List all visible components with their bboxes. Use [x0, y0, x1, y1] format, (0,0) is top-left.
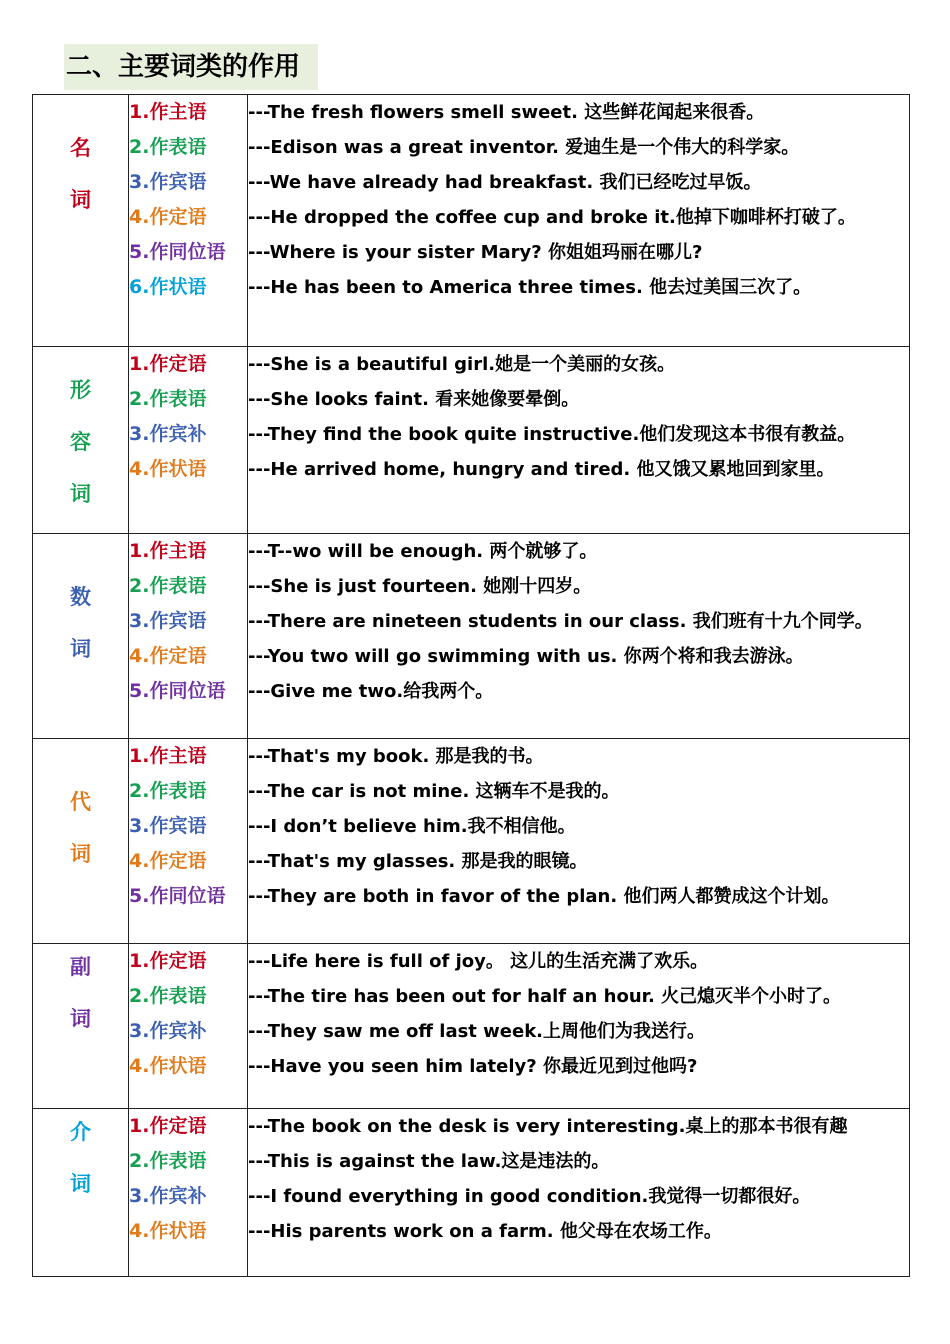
word-class-row [33, 739, 910, 944]
example-sentence: ---Where is your sister Mary? 你姐姐玛丽在哪儿? [248, 242, 703, 263]
word-class-char: 名 [70, 136, 91, 160]
example-sentence: ---Have you seen him lately? 你最近见到过他吗? [248, 1056, 698, 1077]
example-sentence: ---The tire has been out for half an hour. 火己熄灭半个小时了。 [248, 986, 842, 1007]
word-class-row [33, 944, 910, 1109]
word-class-char: 形 [70, 378, 91, 402]
example-sentence: ---His parents work on a farm. 他父母在农场工作。 [248, 1221, 722, 1242]
function-label: 1.作主语 [129, 540, 207, 562]
example-sentence: ---Life here is full of joy。 这儿的生活充满了欢乐。 [248, 951, 709, 972]
word-class-char: 数 [70, 585, 91, 609]
word-class-char: 容 [70, 430, 91, 454]
example-sentence: ---I don’t believe him.我不相信他。 [248, 816, 576, 837]
word-class-char: 介 [70, 1120, 91, 1144]
function-label: 4.作状语 [129, 1220, 207, 1242]
function-label: 1.作主语 [129, 745, 207, 767]
example-list-cell [248, 347, 910, 534]
word-class-char: 词 [70, 188, 91, 212]
word-class-cell [33, 347, 129, 534]
word-class-row [33, 1109, 910, 1277]
function-list-cell [129, 739, 248, 944]
function-label: 3.作宾补 [129, 1185, 207, 1207]
word-class-char: 词 [70, 1007, 91, 1031]
example-sentence: ---He has been to America three times. 他去过美国三次了。 [248, 277, 812, 298]
example-sentence: ---They saw me off last week.上周他们为我送行。 [248, 1021, 706, 1042]
function-label: 5.作同位语 [129, 680, 226, 702]
function-label: 1.作定语 [129, 950, 207, 972]
example-sentence: ---We have already had breakfast. 我们已经吃过早饭。 [248, 172, 762, 193]
function-label: 3.作宾语 [129, 610, 207, 632]
function-label: 2.作表语 [129, 388, 207, 410]
function-label: 5.作同位语 [129, 241, 226, 263]
example-list-cell [248, 944, 910, 1109]
example-sentence: ---Edison was a great inventor. 爱迪生是一个伟大的科学家。 [248, 137, 800, 158]
function-list-cell [129, 95, 248, 347]
function-label: 2.作表语 [129, 1150, 207, 1172]
example-sentence: ---The car is not mine. 这辆车不是我的。 [248, 781, 620, 802]
function-label: 3.作宾语 [129, 171, 207, 193]
example-list-cell [248, 1109, 910, 1277]
function-label: 4.作状语 [129, 1055, 207, 1077]
function-label: 2.作表语 [129, 985, 207, 1007]
example-sentence: ---That's my glasses. 那是我的眼镜。 [248, 851, 588, 872]
example-sentence: ---That's my book. 那是我的书。 [248, 746, 544, 767]
function-label: 5.作同位语 [129, 885, 226, 907]
word-class-cell [33, 739, 129, 944]
function-label: 6.作状语 [129, 276, 207, 298]
word-class-char: 代 [70, 790, 91, 814]
function-label: 1.作定语 [129, 353, 207, 375]
example-sentence: ---They find the book quite instructive.他们发现这本书很有教益。 [248, 424, 856, 445]
function-list-cell [129, 347, 248, 534]
example-sentence: ---The book on the desk is very interesting.桌上的那本书很有趣 [248, 1116, 848, 1137]
example-list-cell [248, 739, 910, 944]
function-label: 1.作主语 [129, 101, 207, 123]
word-class-cell [33, 534, 129, 739]
example-sentence: ---I found everything in good condition.我觉得一切都很好。 [248, 1186, 811, 1207]
function-label: 4.作定语 [129, 850, 207, 872]
example-sentence: ---He dropped the coffee cup and broke it.他掉下咖啡杯打破了。 [248, 207, 856, 228]
function-label: 1.作定语 [129, 1115, 207, 1137]
function-label: 4.作状语 [129, 458, 207, 480]
example-list-cell [248, 534, 910, 739]
example-sentence: ---There are nineteen students in our class. 我们班有十九个同学。 [248, 611, 873, 632]
word-class-row [33, 347, 910, 534]
function-label: 4.作定语 [129, 206, 207, 228]
function-label: 2.作表语 [129, 136, 207, 158]
function-label: 4.作定语 [129, 645, 207, 667]
word-class-char: 词 [70, 482, 91, 506]
word-class-char: 副 [70, 955, 91, 979]
example-sentence: ---T--wo will be enough. 两个就够了。 [248, 541, 598, 562]
page-title: 二、主要词类的作用 [66, 52, 301, 82]
function-list-cell [129, 534, 248, 739]
function-list-cell [129, 944, 248, 1109]
example-sentence: ---She looks faint. 看来她像要晕倒。 [248, 389, 580, 410]
function-label: 3.作宾补 [129, 1020, 207, 1042]
grammar-table-body [33, 95, 910, 1277]
example-sentence: ---This is against the law.这是违法的。 [248, 1151, 610, 1172]
function-label: 2.作表语 [129, 575, 207, 597]
function-list-cell [129, 1109, 248, 1277]
grammar-table [32, 94, 910, 1277]
example-sentence: ---You two will go swimming with us. 你两个将和我去游泳。 [248, 646, 804, 667]
word-class-cell [33, 1109, 129, 1277]
word-class-row [33, 534, 910, 739]
example-sentence: ---She is a beautiful girl.她是一个美丽的女孩。 [248, 354, 676, 375]
word-class-cell [33, 944, 129, 1109]
example-sentence: ---She is just fourteen. 她刚十四岁。 [248, 576, 592, 597]
word-class-row [33, 95, 910, 347]
example-sentence: ---The fresh flowers smell sweet. 这些鲜花闻起来很香。 [248, 102, 765, 123]
example-sentence: ---Give me two.给我两个。 [248, 681, 494, 702]
word-class-char: 词 [70, 842, 91, 866]
function-label: 2.作表语 [129, 780, 207, 802]
word-class-char: 词 [70, 637, 91, 661]
example-list-cell [248, 95, 910, 347]
function-label: 3.作宾补 [129, 423, 207, 445]
example-sentence: ---He arrived home, hungry and tired. 他又饿又累地回到家里。 [248, 459, 835, 480]
word-class-cell [33, 95, 129, 347]
example-sentence: ---They are both in favor of the plan. 他们两人都赞成这个计划。 [248, 886, 840, 907]
function-label: 3.作宾语 [129, 815, 207, 837]
word-class-char: 词 [70, 1172, 91, 1196]
